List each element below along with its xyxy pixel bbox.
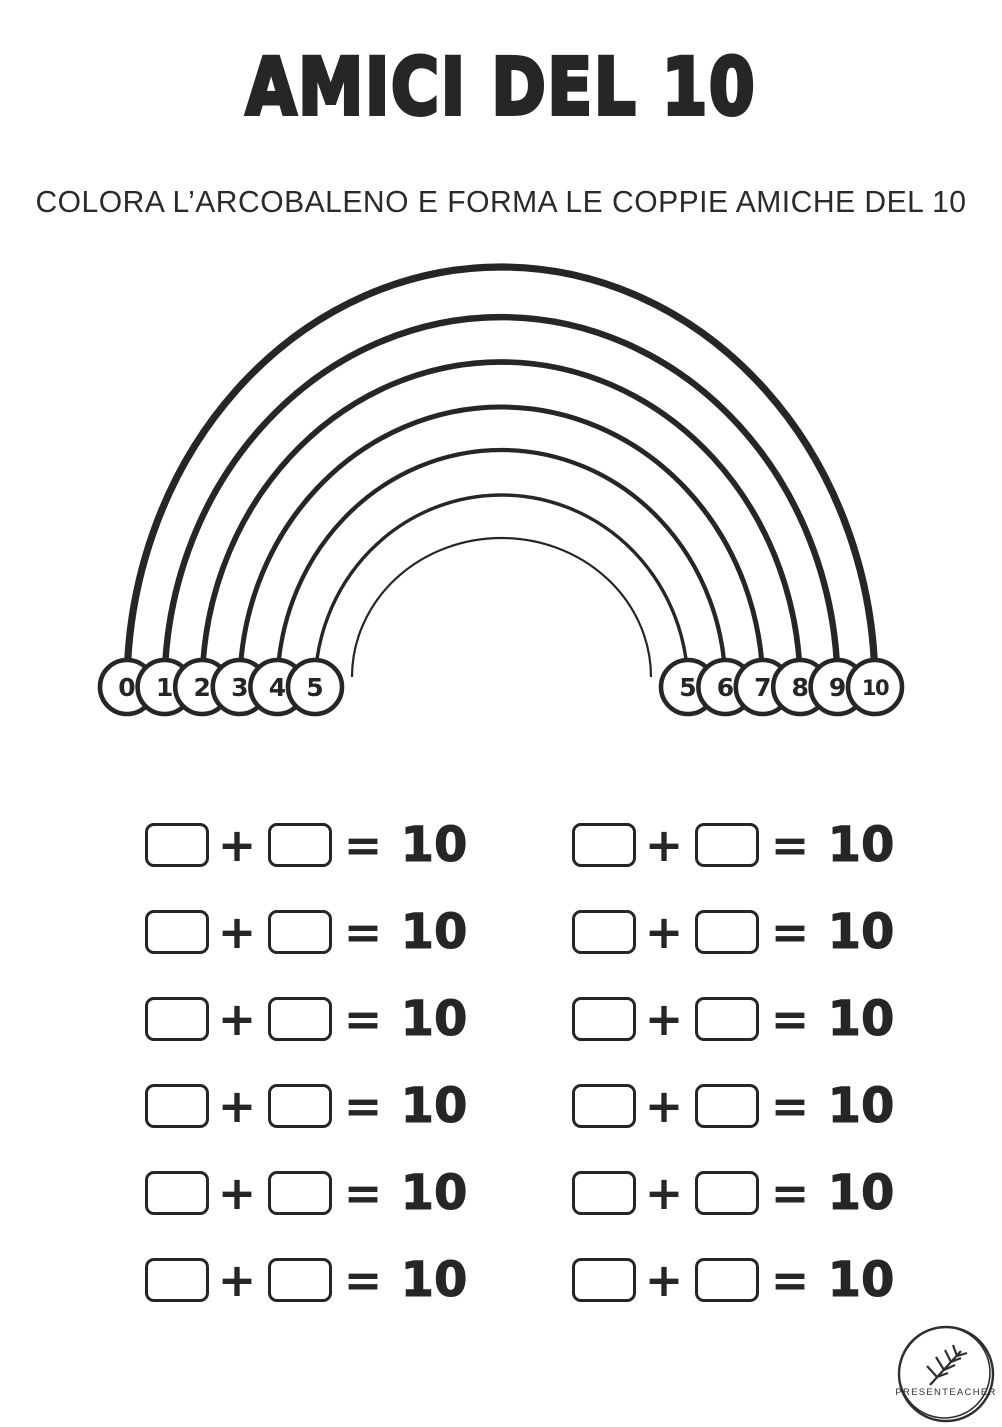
addend-box-1[interactable] [572,1258,636,1302]
logo-brand-text: PRESENTEACHER [895,1387,997,1398]
sum-value: 10 [400,1078,468,1134]
equation-column-right [572,817,901,1308]
circle-number-label: 5 [306,673,324,702]
equals-sign: = [770,1253,810,1307]
sum-value: 10 [400,904,468,960]
circle-number-label: 5 [679,673,697,702]
brand-logo [880,1312,1002,1427]
addend-box-1[interactable] [572,997,636,1041]
circle-number-label: 6 [716,673,735,702]
equals-sign: = [770,818,810,872]
equation-row [145,1252,474,1308]
plus-sign: + [217,1166,257,1220]
circle-number-label: 10 [861,676,889,700]
equation-row [572,817,901,873]
sum-value: 10 [827,817,895,873]
sum-value: 10 [827,991,895,1047]
equation-column-left [145,817,474,1308]
equation-row [145,991,474,1047]
equation-row [145,1078,474,1134]
equation-row [572,1252,901,1308]
equals-sign: = [770,1166,810,1220]
circle-number-label: 7 [754,673,772,702]
equation-row [572,1078,901,1134]
sum-value: 10 [400,1252,468,1308]
equals-sign: = [343,1253,383,1307]
plus-sign: + [644,992,684,1046]
page-title: AMICI DEL 10 [245,43,757,133]
circle-number-label: 2 [193,673,211,702]
addend-box-2[interactable] [268,910,332,954]
sum-value: 10 [827,904,895,960]
addend-box-2[interactable] [268,1258,332,1302]
equation-row [572,991,901,1047]
plus-sign: + [217,818,257,872]
rainbow-arc-3 [202,362,800,687]
addend-box-2[interactable] [695,997,759,1041]
plus-sign: + [217,992,257,1046]
plus-sign: + [217,1253,257,1307]
circle-number-label: 3 [231,673,249,702]
addend-box-1[interactable] [145,910,209,954]
number-circle [848,660,902,714]
rainbow-arc-6 [315,495,688,687]
plus-sign: + [644,905,684,959]
circle-number-label: 9 [828,673,847,702]
circle-number-label: 4 [268,673,287,702]
equation-row [572,904,901,960]
instructions-text: COLORA L’ARCOBALENO E FORMA LE COPPIE AMICHE DEL 10 [35,184,967,219]
addend-box-1[interactable] [145,1171,209,1215]
equation-row [145,904,474,960]
sum-value: 10 [400,817,468,873]
equals-sign: = [343,1166,383,1220]
plus-sign: + [644,1079,684,1133]
equation-row [145,817,474,873]
circle-number-label: 0 [118,673,136,702]
addend-box-2[interactable] [695,1258,759,1302]
plus-sign: + [644,818,684,872]
equals-sign: = [770,992,810,1046]
addend-box-1[interactable] [145,823,209,867]
sum-value: 10 [827,1078,895,1134]
number-circle [288,660,342,714]
addend-box-2[interactable] [695,910,759,954]
equals-sign: = [770,905,810,959]
addend-box-1[interactable] [572,910,636,954]
circle-number-label: 1 [155,673,174,702]
sum-value: 10 [827,1165,895,1221]
addend-box-1[interactable] [572,823,636,867]
plus-sign: + [217,1079,257,1133]
rainbow-arc-1 [127,267,875,687]
sum-value: 10 [400,991,468,1047]
rainbow-arc-5 [277,450,725,687]
plus-sign: + [644,1253,684,1307]
equals-sign: = [343,905,383,959]
addend-box-1[interactable] [572,1171,636,1215]
addend-box-2[interactable] [695,1084,759,1128]
logo-circle [899,1327,990,1418]
rainbow-arc-2 [165,317,838,687]
equals-sign: = [343,1079,383,1133]
addend-box-1[interactable] [572,1084,636,1128]
addend-box-2[interactable] [268,1171,332,1215]
equals-sign: = [343,818,383,872]
rainbow-arc-7 [352,538,651,677]
sum-value: 10 [400,1165,468,1221]
addend-box-1[interactable] [145,1258,209,1302]
plus-sign: + [644,1166,684,1220]
addend-box-1[interactable] [145,997,209,1041]
addend-box-2[interactable] [695,1171,759,1215]
equals-sign: = [343,992,383,1046]
addend-box-2[interactable] [268,823,332,867]
equals-sign: = [770,1079,810,1133]
addend-box-2[interactable] [268,997,332,1041]
addend-box-1[interactable] [145,1084,209,1128]
sum-value: 10 [827,1252,895,1308]
circle-number-label: 8 [791,673,809,702]
addend-box-2[interactable] [268,1084,332,1128]
leaf-branch-icon [927,1345,967,1385]
equation-row [572,1165,901,1221]
equation-row [145,1165,474,1221]
addend-box-2[interactable] [695,823,759,867]
plus-sign: + [217,905,257,959]
